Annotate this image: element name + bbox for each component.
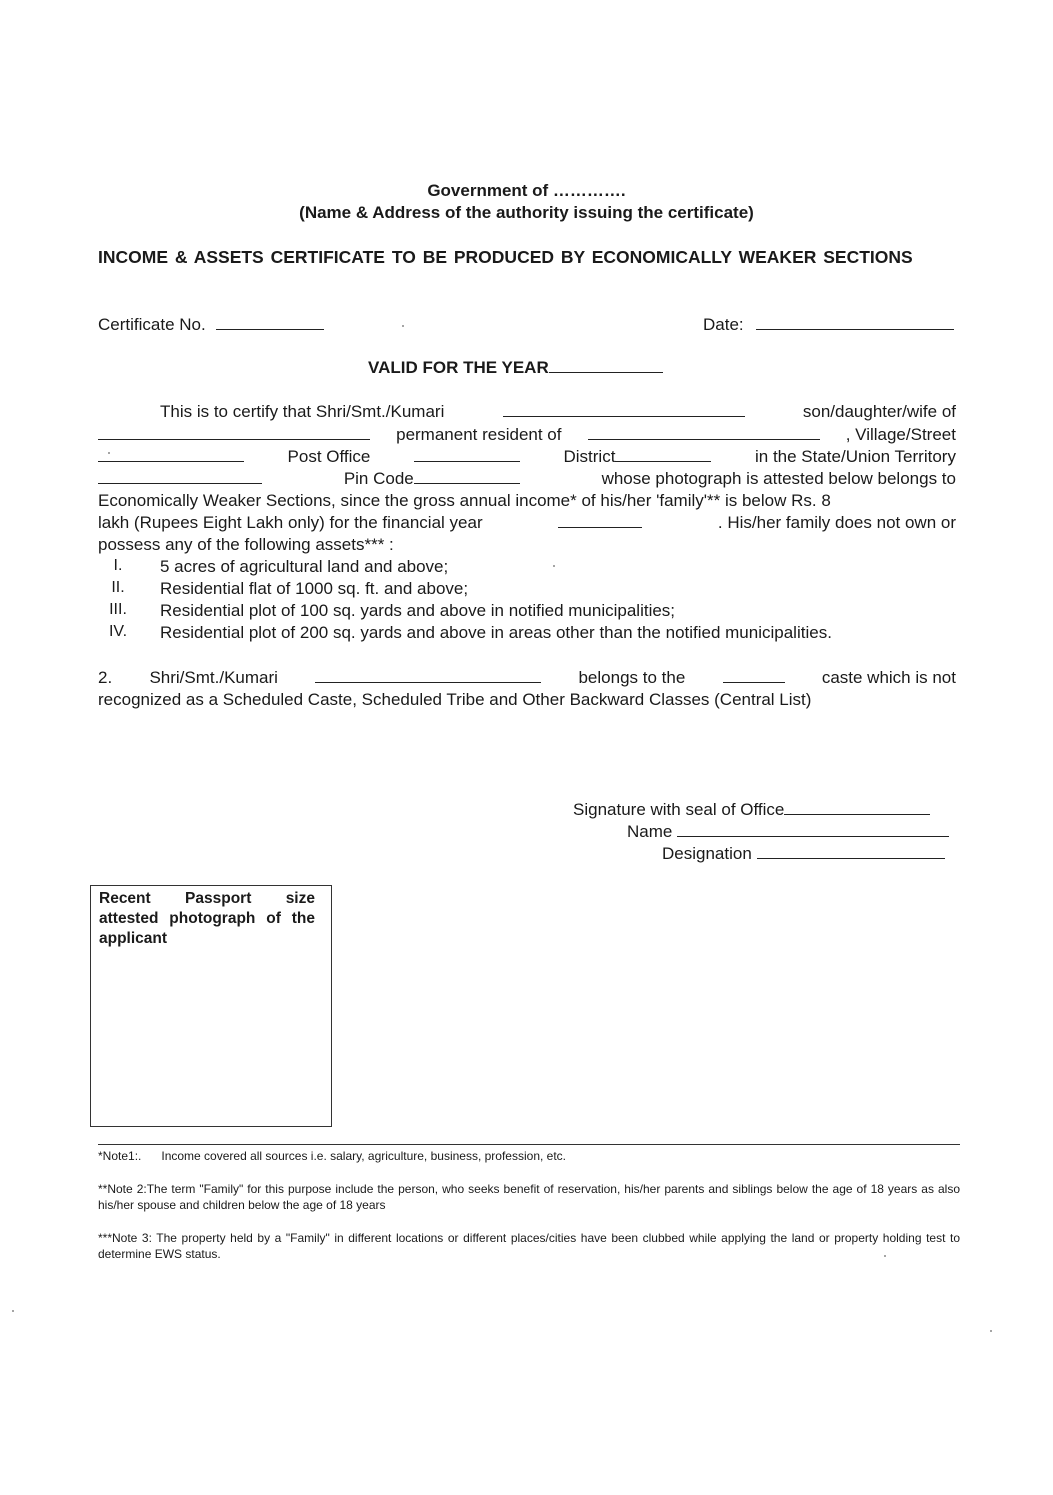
body-line-7: possess any of the following assets*** : [98, 535, 394, 554]
name-row [627, 822, 949, 842]
certificate-title: INCOME & ASSETS CERTIFICATE TO BE PRODUCED BY ECONOMICALLY WEAKER SECTIONS [98, 247, 913, 267]
body-text: , Village/Street [845, 425, 956, 444]
list-number: III. [109, 601, 127, 618]
para2-line-1 [98, 668, 956, 688]
date-row [703, 315, 954, 335]
valid-for-year-row [368, 358, 663, 378]
government-heading: Government of …………. [427, 181, 626, 200]
certificate-no-row [98, 315, 324, 335]
photo-box-label: Recent Passport size attested photograph of the applicant [99, 890, 315, 947]
body-text: . His/her family does not own or [717, 513, 956, 532]
designation-blank[interactable] [757, 844, 945, 859]
list-number: II. [111, 579, 125, 596]
body-text: caste which is not [821, 668, 956, 687]
body-text: whose photograph is attested below belongs to [601, 469, 956, 488]
scan-speck [884, 1255, 886, 1257]
scan-speck [990, 1330, 992, 1332]
note-1-label: *Note1:. [98, 1149, 142, 1163]
valid-for-year-label: VALID FOR THE YEAR [368, 358, 549, 377]
body-text: son/daughter/wife of [802, 402, 956, 421]
list-text: Residential plot of 100 sq. yards and above in notified municipalities; [160, 601, 676, 620]
financial-year-blank[interactable] [558, 513, 642, 528]
pin-code-blank[interactable] [414, 469, 520, 484]
body-line-6 [98, 513, 956, 533]
body-line-5 [98, 491, 956, 511]
assets-list [98, 557, 956, 647]
issuing-authority-line: (Name & Address of the authority issuing the certificate) [299, 203, 754, 222]
date-label: Date: [703, 315, 744, 334]
list-number: IV. [108, 623, 128, 640]
body-line-1 [160, 402, 956, 422]
residence-blank[interactable] [588, 425, 820, 440]
certificate-no-label: Certificate No. [98, 315, 206, 334]
photo-box[interactable] [90, 885, 332, 1127]
note-1 [98, 1148, 960, 1164]
scan-speck [402, 325, 404, 327]
body-text: Economically Weaker Sections, since the gross annual income* of his/her 'family'** is below Rs. 8 [98, 491, 831, 510]
valid-year-blank[interactable] [549, 358, 663, 373]
scan-speck [108, 452, 110, 454]
note-3: ***Note 3: The property held by a "Family" in different locations or different places/cities have been clubbed while applying the land or property holding test to determine EWS status. [98, 1231, 960, 1261]
body-line-2 [98, 425, 956, 445]
scan-speck [12, 1310, 14, 1312]
body-text: District [563, 447, 616, 466]
signature-row [573, 800, 930, 820]
notes-divider [98, 1144, 960, 1145]
applicant-name-blank[interactable] [503, 402, 745, 417]
district-blank[interactable] [615, 447, 711, 462]
parent-name-blank[interactable] [98, 425, 370, 440]
body-text: Shri/Smt./Kumari [149, 668, 278, 687]
certificate-no-blank[interactable] [216, 315, 324, 330]
list-text: Residential plot of 200 sq. yards and above in areas other than the notified municipalities. [160, 623, 832, 642]
body-text: permanent resident of [396, 425, 562, 444]
caste-blank[interactable] [723, 668, 785, 683]
list-number: I. [113, 557, 123, 574]
body-text: belongs to the [578, 668, 686, 687]
signature-blank[interactable] [784, 800, 930, 815]
list-text: 5 acres of agricultural land and above; [160, 557, 449, 576]
date-blank[interactable] [756, 315, 954, 330]
post-office-blank[interactable] [414, 447, 520, 462]
body-text: Pin Code [343, 469, 414, 488]
state-blank[interactable] [98, 469, 262, 484]
list-text: Residential flat of 1000 sq. ft. and above; [160, 579, 469, 598]
body-line-3 [98, 447, 956, 467]
para2-number: 2. [98, 668, 113, 687]
para2-line-2: recognized as a Scheduled Caste, Scheduled Tribe and Other Backward Classes (Central List) [98, 690, 812, 709]
body-text: Post Office [287, 447, 371, 466]
designation-label: Designation [662, 844, 752, 863]
note-1-text: Income covered all sources i.e. salary, agriculture, business, profession, etc. [161, 1149, 567, 1163]
signature-label: Signature with seal of Office [573, 800, 785, 819]
body-line-4 [98, 469, 956, 489]
scan-speck [553, 565, 555, 567]
village-blank[interactable] [98, 447, 244, 462]
body-text: This is to certify that Shri/Smt./Kumari [160, 402, 445, 421]
body-text: lakh (Rupees Eight Lakh only) for the financial year [98, 513, 483, 532]
caste-applicant-blank[interactable] [315, 668, 541, 683]
designation-row [662, 844, 945, 864]
name-label: Name [627, 822, 673, 841]
name-blank[interactable] [677, 822, 949, 837]
note-2: **Note 2:The term "Family" for this purpose include the person, who seeks benefit of reservation, his/her parents and siblings below the age of 18 years as also his/her spouse and children below the age of 18 years [98, 1182, 960, 1212]
body-text: in the State/Union Territory [754, 447, 956, 466]
